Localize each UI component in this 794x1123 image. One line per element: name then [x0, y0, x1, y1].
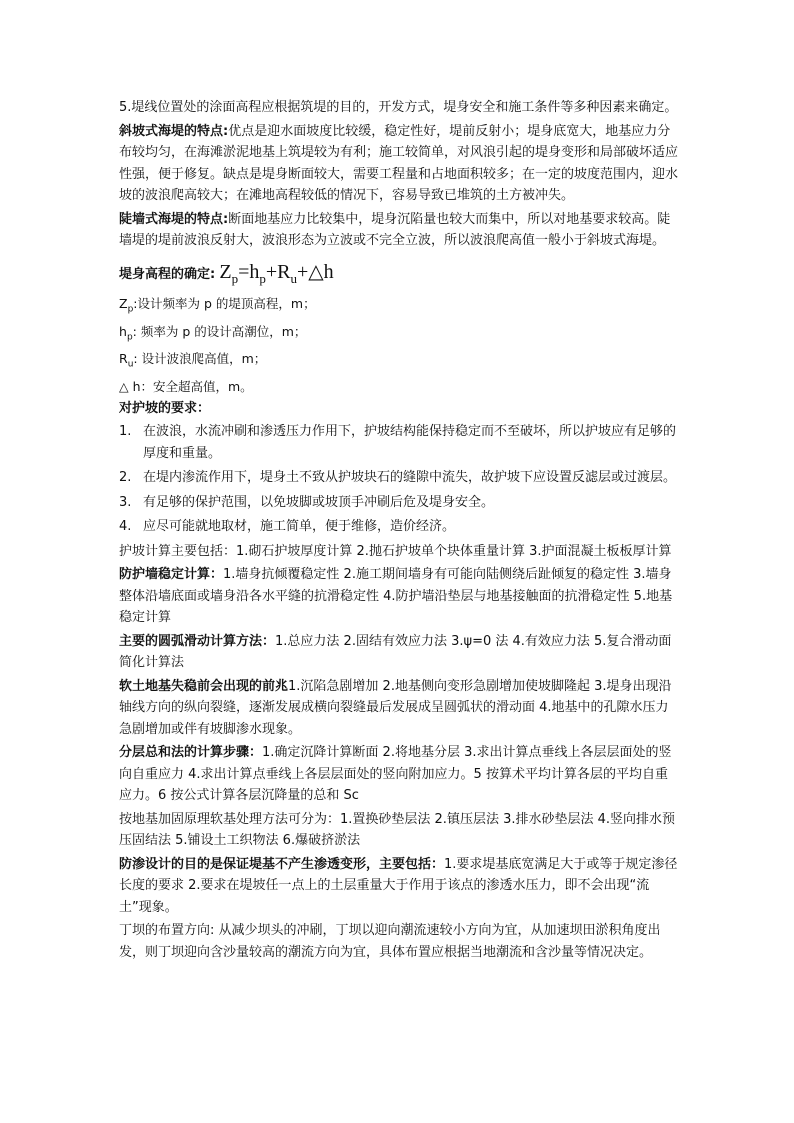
heading-soft-soil: 软土地基失稳前会出现的前兆: [119, 678, 289, 694]
text-slope-seawall: 优点是迎水面坡度比较缓，稳定性好，堤前反射小；堤身底宽大，地基应力分布较均匀，在海滩淤泥地基上筑堤较为有利；施工较简单，对风浪引起的堤身变形和局部破坏适应性强，便于修复。缺点是堤身断面较大，需要工程量和占地面积较多；在一定的坡度范围内，迎水坡的波浪爬高较大；在滩地高程较低的情况下，容易导致已堆筑的土方被冲失。: [119, 123, 679, 203]
list-item: 2. 在堤内渗流作用下，堤身土不致从护坡块石的缝隙中流失，故护坡下应设置反滤层或过渡层。: [119, 470, 677, 485]
heading-wall-seawall: 陡墙式海堤的特点:: [119, 211, 229, 227]
heading-arc-sliding: 主要的圆弧滑动计算方法：: [119, 633, 276, 649]
text-wall-seawall: 断面地基应力比较集中，堤身沉陷量也较大而集中，所以对地基要求较高。陡墙堤的堤前波浪反射大，波浪形态为立波或不完全立波，所以波浪爬高值一般小于斜坡式海堤。: [119, 211, 671, 248]
heading-wall-stability: 防护墙稳定计算：: [119, 567, 224, 582]
list-item: 4. 应尽可能就地取材，施工简单，便于维修，造价经济。: [119, 519, 456, 534]
paragraph-layer-summation: 分层总和法的计算步骤：1.确定沉降计算断面 2.将地基分层 3.求出计算点垂线上各层层面处的竖向自重应力 4.求出计算点垂线上各层层面处的竖向附加应力。5 按算术平均计算各层的平均自重应力。6 按公式计算各层沉降量的总和 Sc: [119, 745, 672, 803]
paragraph-seepage-design: 防渗设计的目的是保证堤基不产生渗透变形，主要包括：1.要求堤基底宽满足大于或等于规定渗径长度的要求 2.要求在堤坡任一点上的土层重量大于作用于该点的渗透水压力，即不会出现“流土”现象。: [119, 856, 678, 915]
heading-layer-summation: 分层总和法的计算步骤：: [119, 745, 263, 760]
heading-crest-height: 堤身高程的确定:: [119, 266, 216, 282]
definition-delta-h: △ h：安全超高值，m。: [119, 378, 253, 394]
list-item: 1. 在波浪，水流冲刷和渗透压力作用下，护坡结构能保持稳定而不至破坏，所以护坡应有足够的厚度和重量。: [119, 424, 677, 461]
definition-ru: $R_u$: 设计波浪爬高值，m；: [119, 351, 267, 370]
paragraph-wall-stability: 防护墙稳定计算：1.墙身抗倾覆稳定性 2.施工期间墙身有可能向陆侧绕后趾倾复的稳定性 3.墙身整体沿墙底面或墙身沿各水平缝的抗滑稳定性 4.防护墙沿垫层与地基接触面的抗滑稳定性 5.地基稳定计算: [119, 567, 673, 625]
paragraph-crest-height: [119, 262, 679, 290]
paragraph-slope-seawall: [119, 121, 679, 207]
document-page: [119, 97, 679, 965]
paragraph-soft-soil: 软土地基失稳前会出现的前兆1.沉陷急剧增加 2.地基侧向变形急剧增加使坡脚隆起 3.堤身出现沿轴线方向的纵向裂缝，逐渐发展成横向裂缝最后发展成呈圆弧状的滑动面 4.地基中的孔隙水压力急剧增加或伴有坡脚渗水现象。: [119, 678, 672, 737]
heading-seepage-design: 防渗设计的目的是保证堤基不产生渗透变形，主要包括：: [119, 856, 445, 872]
paragraph-embankment-line: 5.堤线位置处的涂面高程应根据筑堤的目的，开发方式，堤身安全和施工条件等多种因素来确定。: [119, 100, 678, 115]
paragraph-slope-protection-calc: 护坡计算主要包括：1.砌石护坡厚度计算 2.抛石护坡单个块体重量计算 3.护面混凝土板板厚计算: [119, 543, 672, 559]
heading-protection-requirements: 对护坡的要求：: [119, 400, 211, 416]
definition-zp: $Z_p$:设计频率为 p 的堤顶高程，m；: [119, 296, 316, 315]
definition-hp: $h_p$: 频率为 p 的设计高潮位，m；: [119, 323, 307, 342]
list-item: 3. 有足够的保护范围，以免坡脚或坡顶手冲刷后危及堤身安全。: [119, 494, 495, 510]
paragraph-arc-sliding: 主要的圆弧滑动计算方法：1.总应力法 2.固结有效应力法 3.ψ=0 法 4.有效应力法 5.复合滑动面简化计算法: [119, 633, 672, 670]
crest-height-formula: $Z_p=h_p+R_u+\triangle h$: [219, 260, 334, 286]
paragraph-wall-seawall: [119, 209, 679, 252]
paragraph-foundation-reinforcement: 按地基加固原理软基处理方法可分为：1.置换砂垫层法 2.镇压层法 3.排水砂垫层法 4.竖向排水预压固结法 5.铺设土工织物法 6.爆破挤淤法: [119, 811, 676, 848]
heading-slope-seawall: 斜坡式海堤的特点:: [119, 123, 229, 139]
protection-requirements-list: [119, 421, 679, 538]
paragraph-groyne: 丁坝的布置方向: 从减少坝头的冲刷，丁坝以迎向潮流速较小方向为宜，从加速坝田淤积角度出发，则丁坝迎向含沙量较高的潮流方向为宜，具体布置应根据当地潮流和含沙量等情况决定。: [119, 923, 661, 960]
